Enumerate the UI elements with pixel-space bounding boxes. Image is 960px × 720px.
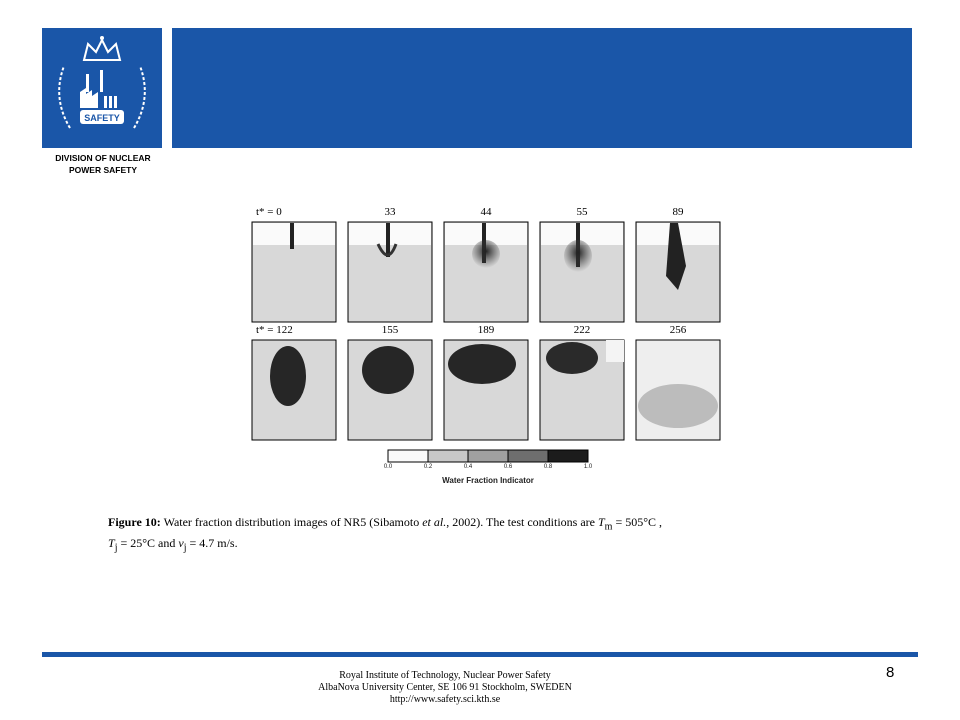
caption-tj-value: = 25°C and bbox=[120, 536, 176, 551]
panel-t0 bbox=[252, 222, 336, 322]
panel-label-t89: 89 bbox=[672, 206, 684, 218]
caption-label: Figure 10: bbox=[108, 515, 161, 529]
figure-caption bbox=[108, 514, 898, 557]
panel-t122 bbox=[252, 340, 336, 440]
caption-tj-symbol: T bbox=[108, 536, 115, 551]
panel-t33 bbox=[348, 222, 432, 322]
caption-tj-sub: j bbox=[114, 542, 118, 554]
header-bar bbox=[172, 28, 912, 148]
panel-t55 bbox=[540, 222, 624, 322]
colorbar-tick: 0.6 bbox=[503, 464, 513, 470]
panel-label-t33: 33 bbox=[384, 206, 396, 218]
panel-row-1 bbox=[252, 222, 720, 322]
footer bbox=[250, 670, 640, 706]
colorbar-title: Water Fraction Indicator bbox=[442, 476, 534, 485]
caption-vj-value: = 4.7 m/s. bbox=[189, 536, 238, 551]
division-line-2: POWER SAFETY bbox=[68, 165, 137, 175]
crown-wreath-emblem-icon bbox=[42, 28, 162, 148]
logo-badge-text: SAFETY bbox=[84, 113, 120, 123]
panel-label-t155: 155 bbox=[381, 324, 399, 336]
footer-line-1: Royal Institute of Technology, Nuclear Power Safety bbox=[339, 670, 551, 681]
colorbar-tick: 0.8 bbox=[543, 464, 553, 470]
panel-row-2 bbox=[252, 340, 720, 440]
footer-line-2: AlbaNova University Center, SE 106 91 Stockholm, SWEDEN bbox=[318, 682, 572, 693]
footer-rule bbox=[42, 652, 918, 657]
panel-label-t189: 189 bbox=[477, 324, 495, 336]
caption-text-2: , 2002). The test conditions are bbox=[446, 515, 595, 529]
panel-label-t44: 44 bbox=[480, 206, 492, 218]
figure-graphic bbox=[246, 206, 732, 496]
caption-tm-sub: m bbox=[604, 521, 613, 533]
division-line-1: DIVISION OF NUCLEAR bbox=[55, 153, 151, 163]
colorbar-tick: 0.4 bbox=[463, 464, 473, 470]
colorbar-tick: 1.0 bbox=[583, 464, 593, 470]
footer-url: http://www.safety.sci.kth.se bbox=[389, 694, 501, 705]
caption-tm-symbol: T bbox=[597, 515, 605, 529]
caption-tm-value: = 505°C , bbox=[615, 515, 663, 529]
panel-label-t0: t* = 0 bbox=[256, 206, 282, 218]
caption-vj-symbol: v bbox=[178, 536, 184, 551]
caption-et-al: et al. bbox=[422, 515, 447, 529]
colorbar bbox=[388, 450, 588, 462]
panel-label-t55: 55 bbox=[576, 206, 588, 218]
panel-t256 bbox=[636, 340, 720, 440]
caption-text-1: Water fraction distribution images of NR5 (Sibamoto bbox=[163, 515, 420, 529]
panel-label-t256: 256 bbox=[669, 324, 687, 336]
figure-water-fraction-images bbox=[246, 206, 732, 496]
panel-t44 bbox=[444, 222, 528, 322]
colorbar-tick: 0.0 bbox=[383, 464, 393, 470]
caption-vj-sub: j bbox=[183, 542, 187, 554]
panel-t222 bbox=[540, 340, 624, 440]
kth-nuclear-safety-logo bbox=[42, 28, 162, 148]
panel-t189 bbox=[444, 340, 528, 440]
division-name bbox=[40, 152, 166, 176]
panel-label-t122: t* = 122 bbox=[256, 324, 293, 336]
page-number: 8 bbox=[886, 664, 895, 681]
panel-t155 bbox=[348, 340, 432, 440]
panel-label-t222: 222 bbox=[573, 324, 591, 336]
panel-t89 bbox=[636, 222, 720, 322]
colorbar-tick: 0.2 bbox=[423, 464, 433, 470]
